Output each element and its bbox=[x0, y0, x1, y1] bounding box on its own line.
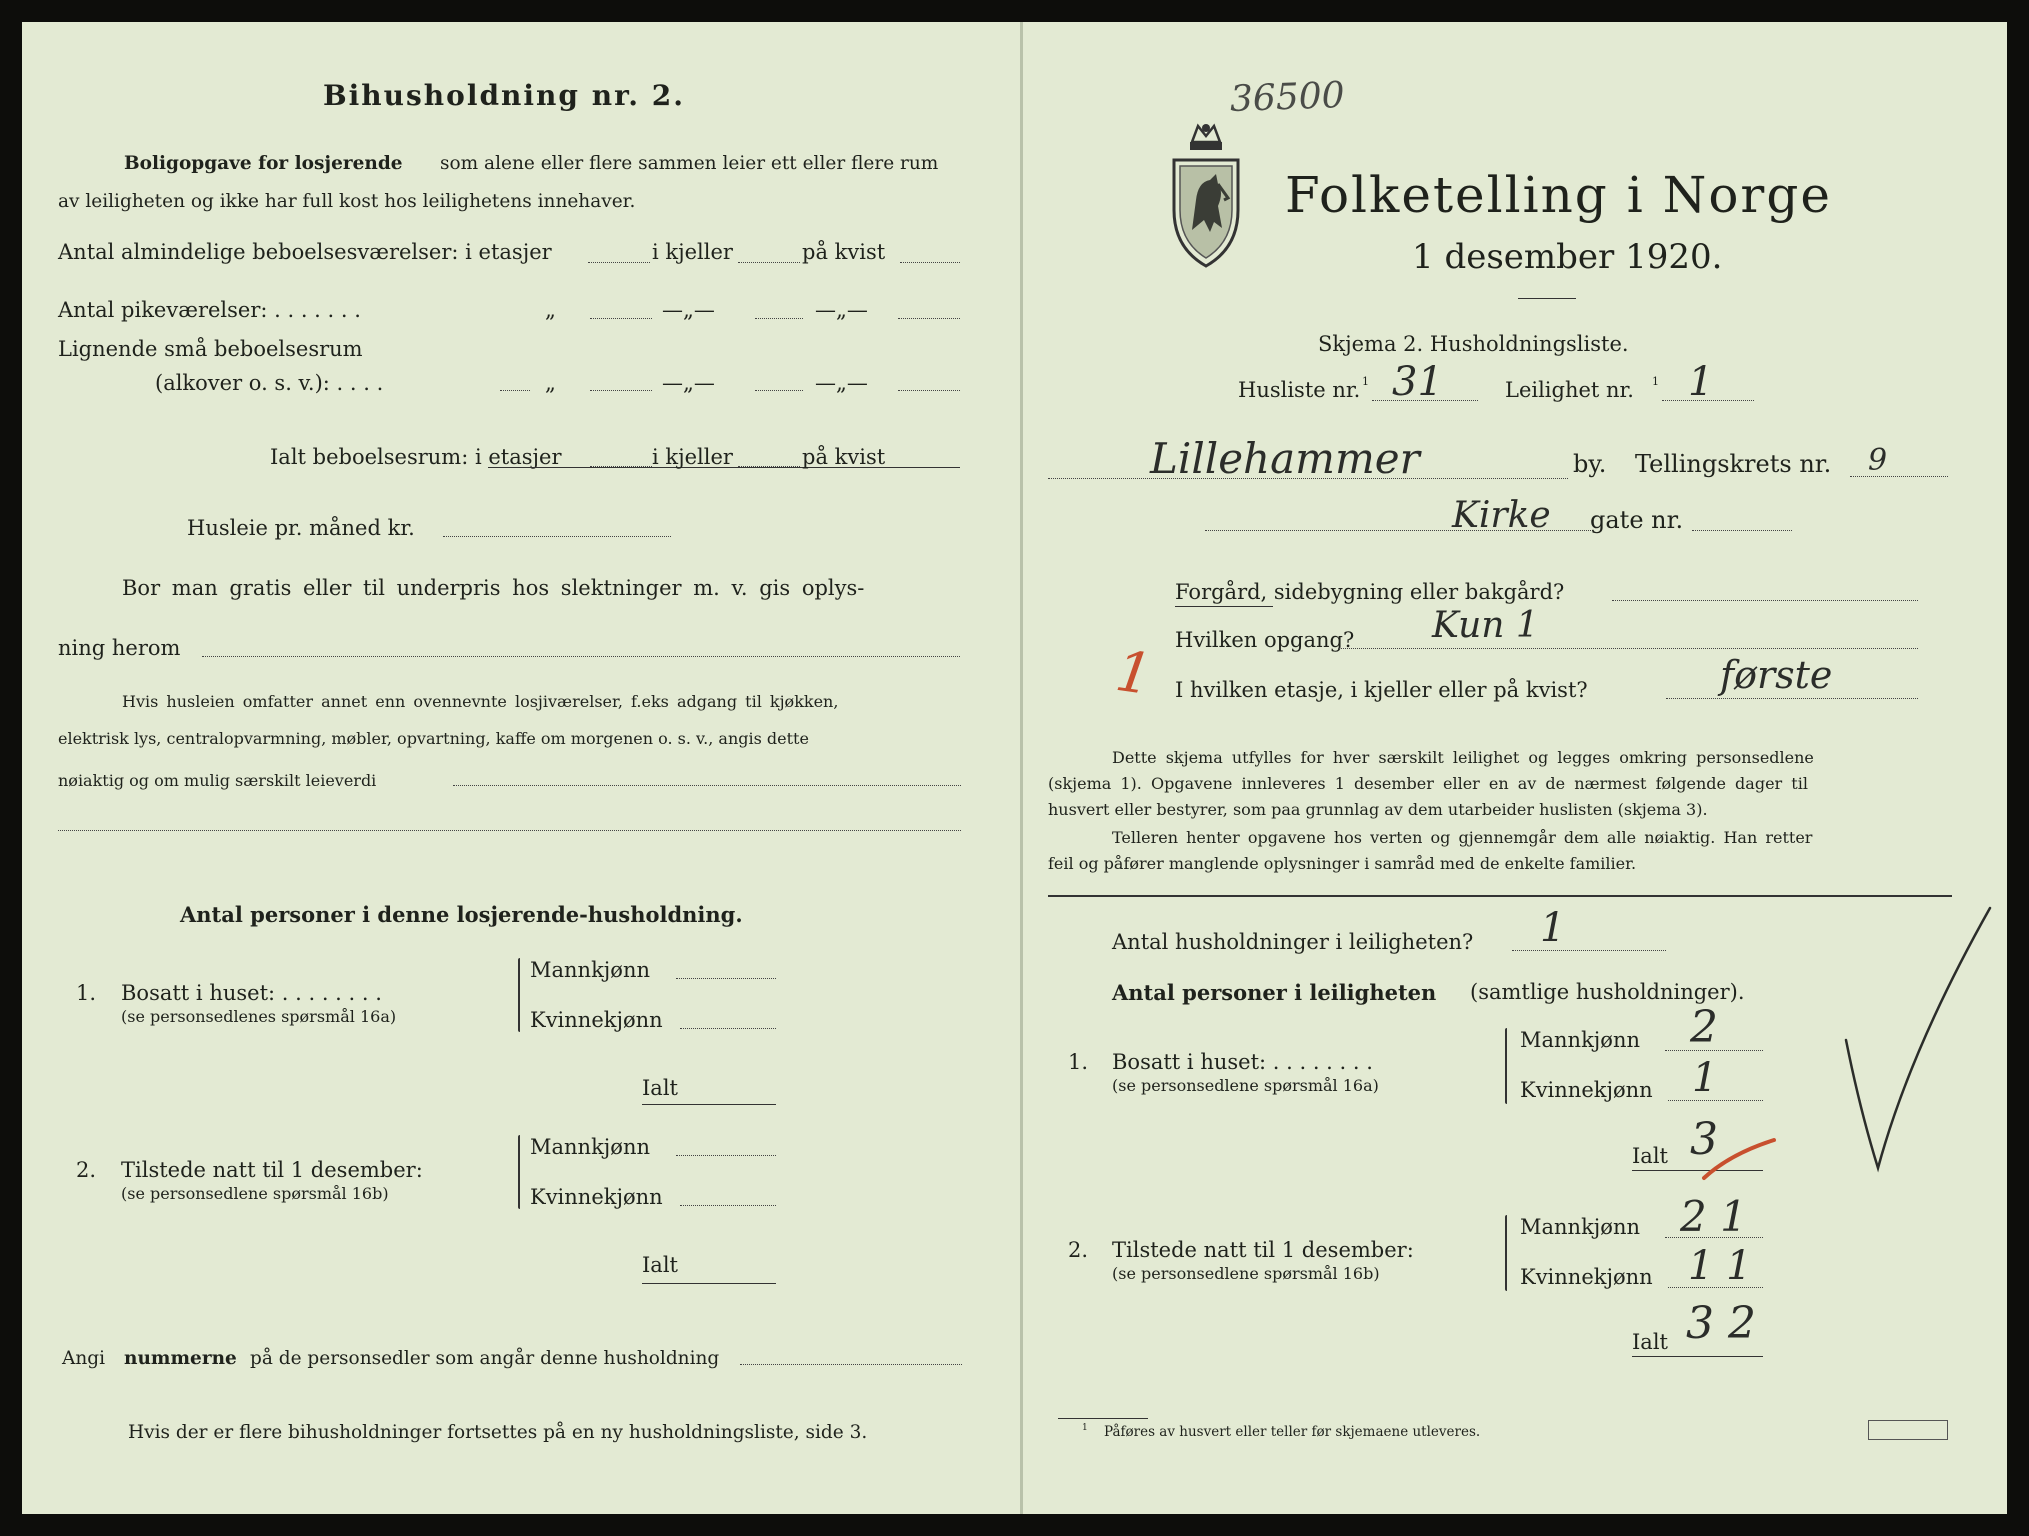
left-q2-total-field[interactable] bbox=[642, 1283, 776, 1284]
left-q1-female-field[interactable] bbox=[680, 1028, 776, 1029]
rooms-kjeller-label: i kjeller bbox=[652, 240, 733, 264]
right-q2-female-value: 1 1 bbox=[1688, 1243, 1752, 1289]
rent-field[interactable] bbox=[443, 536, 671, 537]
total-kvist-label: på kvist bbox=[802, 445, 886, 469]
gate-label: gate nr. bbox=[1590, 506, 1684, 534]
husliste-footnote-mark: 1 bbox=[1362, 375, 1369, 388]
pike-etasjer-field[interactable] bbox=[590, 318, 652, 319]
form-title: Folketelling i Norge bbox=[1285, 166, 1832, 224]
similar-lead-field[interactable] bbox=[500, 390, 530, 391]
husliste-label: Husliste nr. bbox=[1238, 378, 1361, 402]
leilighet-label: Leilighet nr. bbox=[1505, 378, 1634, 402]
left-q1-female-label: Kvinnekjønn bbox=[530, 1008, 663, 1032]
leilighet-value: 1 bbox=[1688, 359, 1714, 405]
archive-number: 36500 bbox=[1229, 75, 1346, 120]
numbers-label-a: Angi bbox=[62, 1348, 106, 1369]
etasje-field[interactable] bbox=[1666, 698, 1918, 699]
right-q1-label: Bosatt i huset: . . . . . . . . bbox=[1112, 1050, 1373, 1074]
check-mark-icon bbox=[1840, 900, 2000, 1180]
schema-label: Skjema 2. Husholdningsliste. bbox=[1318, 332, 1629, 356]
households-field[interactable] bbox=[1512, 950, 1666, 951]
left-q1-label: Bosatt i huset: . . . . . . . . bbox=[121, 981, 382, 1005]
numbers-label-b: nummerne bbox=[124, 1348, 237, 1369]
left-q1-male-label: Mannkjønn bbox=[530, 958, 651, 982]
gate-nr-field[interactable] bbox=[1692, 530, 1792, 531]
left-q1-total-field[interactable] bbox=[642, 1104, 776, 1105]
pike-label: Antal pikeværelser: . . . . . . . bbox=[58, 298, 361, 322]
rent-label: Husleie pr. måned kr. bbox=[187, 516, 415, 540]
total-kjeller-field[interactable] bbox=[738, 466, 800, 467]
numbers-field[interactable] bbox=[740, 1364, 962, 1365]
similar-kjeller-field[interactable] bbox=[755, 390, 803, 391]
instructions-line-5: feil og påfører manglende oplysninger i samråd med de enkelte familier. bbox=[1048, 854, 1637, 873]
right-q1-sub: (se personsedlene spørsmål 16a) bbox=[1112, 1076, 1379, 1095]
similar-ditto-2: —„— bbox=[662, 371, 715, 395]
right-q2-sub: (se personsedlene spørsmål 16b) bbox=[1112, 1264, 1380, 1283]
leilighet-footnote-mark: 1 bbox=[1652, 375, 1659, 388]
right-q2-total-value: 3 2 bbox=[1686, 1298, 1756, 1349]
free-field[interactable] bbox=[202, 656, 960, 657]
rooms-kvist-field[interactable] bbox=[900, 262, 960, 263]
instructions-line-3: husvert eller bestyrer, som paa grunnlag av dem utarbeider huslisten (skjema 3). bbox=[1048, 800, 1708, 819]
form-date: 1 desember 1920. bbox=[1412, 237, 1723, 277]
right-q2-label: Tilstede natt til 1 desember: bbox=[1112, 1238, 1414, 1262]
right-q2-total-field[interactable] bbox=[1632, 1356, 1763, 1357]
footnote-text: Påføres av husvert eller teller før skjemaene utleveres. bbox=[1104, 1424, 1481, 1440]
instructions-line-2: (skjema 1). Opgavene innleveres 1 desember eller en av de nærmest følgende dager til bbox=[1048, 774, 1808, 793]
rooms-label: Antal almindelige beboelsesværelser: i etasjer bbox=[58, 240, 552, 264]
left-q2-total-label: Ialt bbox=[642, 1253, 678, 1277]
left-q1-total-label: Ialt bbox=[642, 1076, 678, 1100]
extra-line-1: Hvis husleien omfatter annet enn ovennevnte losjiværelser, f.eks adgang til kjøkken, bbox=[122, 692, 839, 711]
left-q1-brace bbox=[518, 958, 520, 1032]
right-q1-female-value: 1 bbox=[1692, 1055, 1718, 1101]
left-q1-sub: (se personsedlenes spørsmål 16a) bbox=[121, 1007, 397, 1026]
households-value: 1 bbox=[1540, 905, 1566, 951]
right-q2-female-label: Kvinnekjønn bbox=[1520, 1265, 1653, 1289]
printer-stamp-icon bbox=[1868, 1420, 1948, 1440]
forgard-underline bbox=[1175, 606, 1273, 607]
total-kjeller-label: i kjeller bbox=[652, 445, 733, 469]
left-q2-female-label: Kvinnekjønn bbox=[530, 1185, 663, 1209]
instructions-line-4: Telleren henter opgavene hos verten og gjennemgår dem alle nøiaktig. Han retter bbox=[1112, 828, 1813, 847]
left-q2-male-field[interactable] bbox=[676, 1155, 776, 1156]
red-margin-mark: 1 bbox=[1111, 638, 1157, 709]
right-persons-heading-bold: Antal personer i leiligheten bbox=[1112, 980, 1437, 1005]
numbers-label-c: på de personsedler som angår denne husholdning bbox=[250, 1348, 720, 1369]
right-q1-brace bbox=[1505, 1028, 1507, 1104]
street-value: Kirke bbox=[1452, 495, 1551, 536]
forgard-question: Forgård, sidebygning eller bakgård? bbox=[1175, 580, 1565, 604]
right-persons-heading-rest: (samtlige husholdninger). bbox=[1470, 980, 1745, 1004]
extra-line-2: elektrisk lys, centralopvarmning, møbler, opvartning, kaffe om morgenen o. s. v., angis dette bbox=[58, 729, 809, 748]
pike-kjeller-field[interactable] bbox=[755, 318, 803, 319]
coat-of-arms-icon bbox=[1168, 120, 1244, 270]
page-fold bbox=[1020, 22, 1023, 1514]
left-q2-sub: (se personsedlene spørsmål 16b) bbox=[121, 1184, 389, 1203]
red-total-strike-icon bbox=[1700, 1134, 1780, 1184]
opgang-question: Hvilken opgang? bbox=[1175, 628, 1355, 652]
similar-label-1: Lignende små beboelsesrum bbox=[58, 337, 363, 361]
similar-kvist-field[interactable] bbox=[898, 390, 960, 391]
similar-etasjer-field[interactable] bbox=[590, 390, 652, 391]
left-persons-heading: Antal personer i denne losjerende-husholdning. bbox=[180, 902, 743, 927]
by-label: by. bbox=[1573, 450, 1607, 478]
right-q1-female-label: Kvinnekjønn bbox=[1520, 1078, 1653, 1102]
pike-ditto-3: —„— bbox=[815, 298, 868, 322]
krets-value: 9 bbox=[1868, 443, 1888, 478]
intro-line-2: av leiligheten og ikke har full kost hos leilighetens innehaver. bbox=[58, 191, 636, 212]
husliste-value: 31 bbox=[1392, 359, 1443, 405]
intro-bold: Boligopgave for losjerende bbox=[124, 153, 403, 174]
similar-ditto-3: —„— bbox=[815, 371, 868, 395]
forgard-field[interactable] bbox=[1612, 600, 1918, 601]
households-label: Antal husholdninger i leiligheten? bbox=[1112, 930, 1474, 954]
extra-field-2[interactable] bbox=[58, 830, 961, 831]
rooms-kvist-label: på kvist bbox=[802, 240, 886, 264]
etasje-value: første bbox=[1720, 653, 1833, 697]
right-q2-male-value: 2 1 bbox=[1680, 1192, 1747, 1241]
pike-ditto-1: „ bbox=[545, 298, 556, 322]
left-q2-male-label: Mannkjønn bbox=[530, 1135, 651, 1159]
free-line-2: ning herom bbox=[58, 636, 181, 660]
intro-rest: som alene eller flere sammen leier ett eller flere rum bbox=[440, 153, 939, 174]
footnote-rule bbox=[1058, 1418, 1148, 1419]
pike-kvist-field[interactable] bbox=[898, 318, 960, 319]
similar-ditto-1: „ bbox=[545, 371, 556, 395]
left-q2-brace bbox=[518, 1135, 520, 1209]
similar-label-2: (alkover o. s. v.): . . . . bbox=[155, 371, 384, 395]
title-divider bbox=[1518, 298, 1576, 299]
right-q1-male-label: Mannkjønn bbox=[1520, 1028, 1641, 1052]
left-heading: Bihusholdning nr. 2. bbox=[323, 79, 685, 112]
rooms-etasjer-field[interactable] bbox=[588, 262, 650, 263]
right-q1-male-value: 2 bbox=[1690, 1002, 1718, 1053]
rooms-kjeller-field[interactable] bbox=[738, 262, 800, 263]
krets-field[interactable] bbox=[1850, 476, 1948, 477]
left-q1-male-field[interactable] bbox=[676, 978, 776, 979]
extra-line-3: nøiaktig og om mulig særskilt leieverdi bbox=[58, 771, 377, 790]
right-q2-male-label: Mannkjønn bbox=[1520, 1215, 1641, 1239]
opgang-field[interactable] bbox=[1338, 648, 1918, 649]
total-rooms-label: Ialt beboelsesrum: i etasjer bbox=[270, 445, 562, 469]
right-q2-num: 2. bbox=[1068, 1238, 1089, 1262]
free-line-1: Bor man gratis eller til underpris hos slektninger m. v. gis oplys- bbox=[122, 576, 865, 600]
extra-field[interactable] bbox=[453, 785, 961, 786]
footnote-mark: 1 bbox=[1082, 1423, 1088, 1433]
instructions-line-1: Dette skjema utfylles for hver særskilt leilighet og legges omkring personsedlene bbox=[1112, 748, 1814, 767]
etasje-question: I hvilken etasje, i kjeller eller på kvist? bbox=[1175, 678, 1588, 702]
left-q2-label: Tilstede natt til 1 desember: bbox=[121, 1158, 423, 1182]
city-value: Lillehammer bbox=[1150, 434, 1420, 483]
pike-ditto-2: —„— bbox=[662, 298, 715, 322]
left-q1-num: 1. bbox=[76, 981, 97, 1005]
left-q2-female-field[interactable] bbox=[680, 1205, 776, 1206]
left-q2-num: 2. bbox=[76, 1158, 97, 1182]
opgang-value: Kun 1 bbox=[1432, 605, 1539, 646]
right-q1-num: 1. bbox=[1068, 1050, 1089, 1074]
right-q2-total-label: Ialt bbox=[1632, 1330, 1668, 1354]
section-divider bbox=[1048, 895, 1952, 897]
right-q1-total-label: Ialt bbox=[1632, 1144, 1668, 1168]
krets-label: Tellingskrets nr. bbox=[1635, 450, 1832, 478]
right-q1-total-value: 3 bbox=[1690, 1114, 1718, 1165]
total-etasjer-field[interactable] bbox=[590, 466, 652, 467]
right-q2-brace bbox=[1505, 1215, 1507, 1291]
left-footer: Hvis der er flere bihusholdninger fortsettes på en ny husholdningsliste, side 3. bbox=[128, 1422, 868, 1443]
